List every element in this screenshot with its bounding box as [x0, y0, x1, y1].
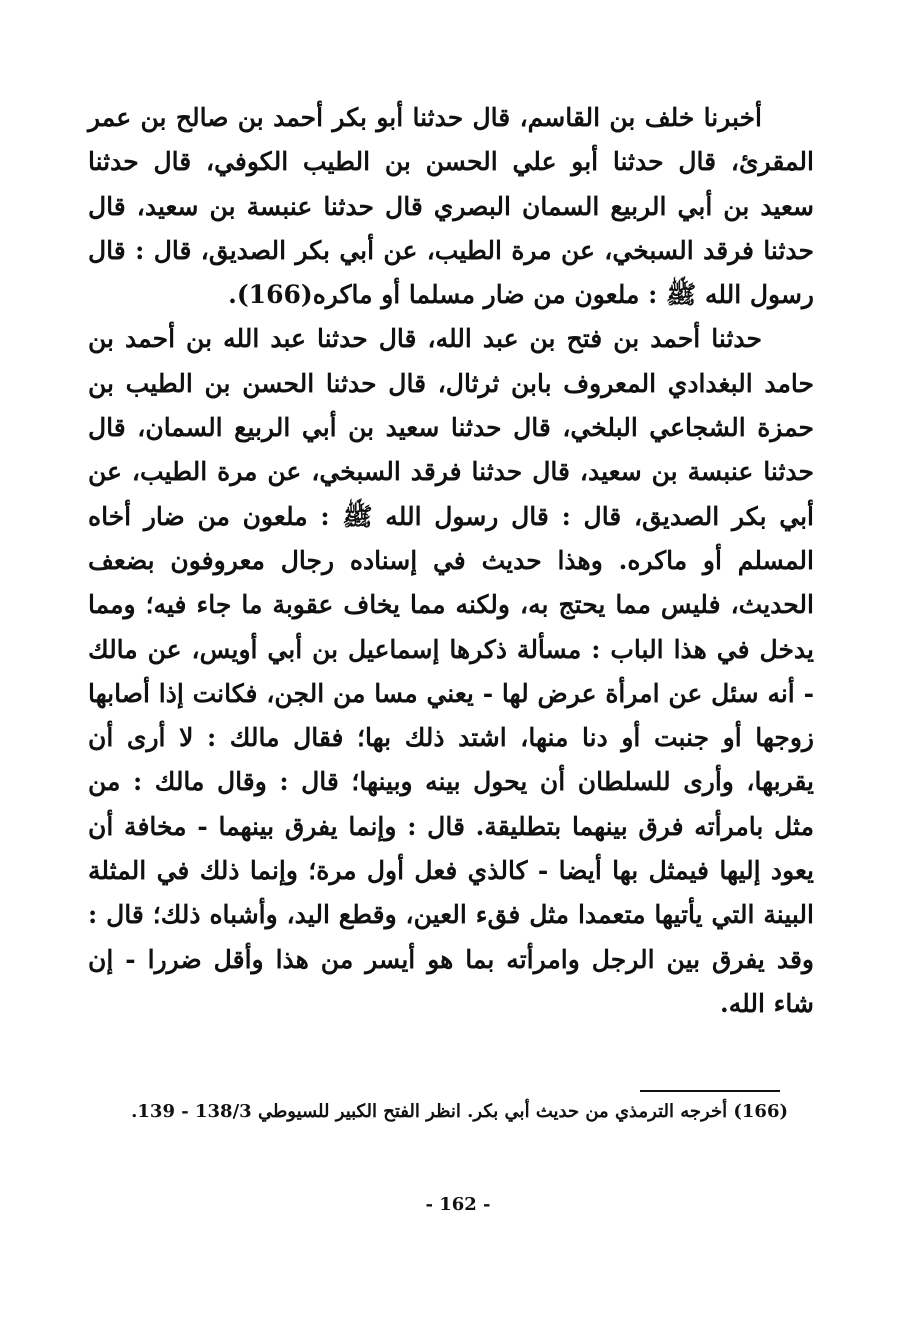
page-number: - 162 - — [425, 1194, 491, 1215]
paragraph-1: أخبرنا خلف بن القاسم، قال حدثنا أبو بكر أحمد بن صالح بن عمر المقرئ، قال حدثنا أبو علي الحسن بن الطيب الكوفي، قال حدثنا سعيد بن أبي الربيع السمان البصري قال حدثنا عنبسة بن سعيد، قال حدثنا فرقد السبخي، عن مرة الطيب، عن أبي بكر الصديق، قال : قال رسول الله ﷺ : ملعون من ضار مسلما أو ماكره(166). — [88, 103, 814, 310]
footnote-separator — [640, 1090, 780, 1092]
paragraph-2: حدثنا أحمد بن فتح بن عبد الله، قال حدثنا عبد الله بن أحمد بن حامد البغدادي المعروف بابن ثرثال، قال حدثنا الحسن بن الطيب بن حمزة الشجاعي البلخي، قال حدثنا سعيد بن أبي الربيع السمان، قال حدثنا عنبسة بن سعيد، قال حدثنا فرقد السبخي، عن مرة الطيب، عن أبي بكر الصديق، قال : قال رسول الله ﷺ : ملعون من ضار أخاه المسلم أو ماكره. وهذا حديث في إسناده رجال معروفون بضعف الحديث، فليس مما يحتج به، ولكنه مما يخاف عقوبة ما جاء فيه؛ ومما يدخل في هذا الباب : مسألة ذكرها إسماعيل بن أبي أويس، عن مالك - أنه سئل عن امرأة عرض لها - يعني مسا من الجن، فكانت إذا أصابها زوجها أو جنبت أو دنا منها، اشتد ذلك بها؛ فقال مالك : لا أرى أن يقربها، وأرى للسلطان أن يحول بينه وبينها؛ قال : وقال مالك : من مثل بامرأته فرق بينهما بتطليقة. قال : وإنما يفرق بينهما - مخافة أن يعود إليها فيمثل بها أيضا - كالذي فعل أول مرة؛ وإنما ذلك في المثلة البينة التي يأتيها متعمدا مثل فقء العين، وقطع اليد، وأشباه ذلك؛ قال : وقد يفرق بين الرجل وامرأته بما هو أيسر من هذا وأقل ضررا - إن شاء الله. — [88, 324, 814, 1018]
main-text — [88, 96, 814, 1026]
footnote: (166) أخرجه الترمذي من حديث أبي بكر. انظر الفتح الكبير للسيوطي 138/3 - 139. — [131, 1101, 788, 1122]
